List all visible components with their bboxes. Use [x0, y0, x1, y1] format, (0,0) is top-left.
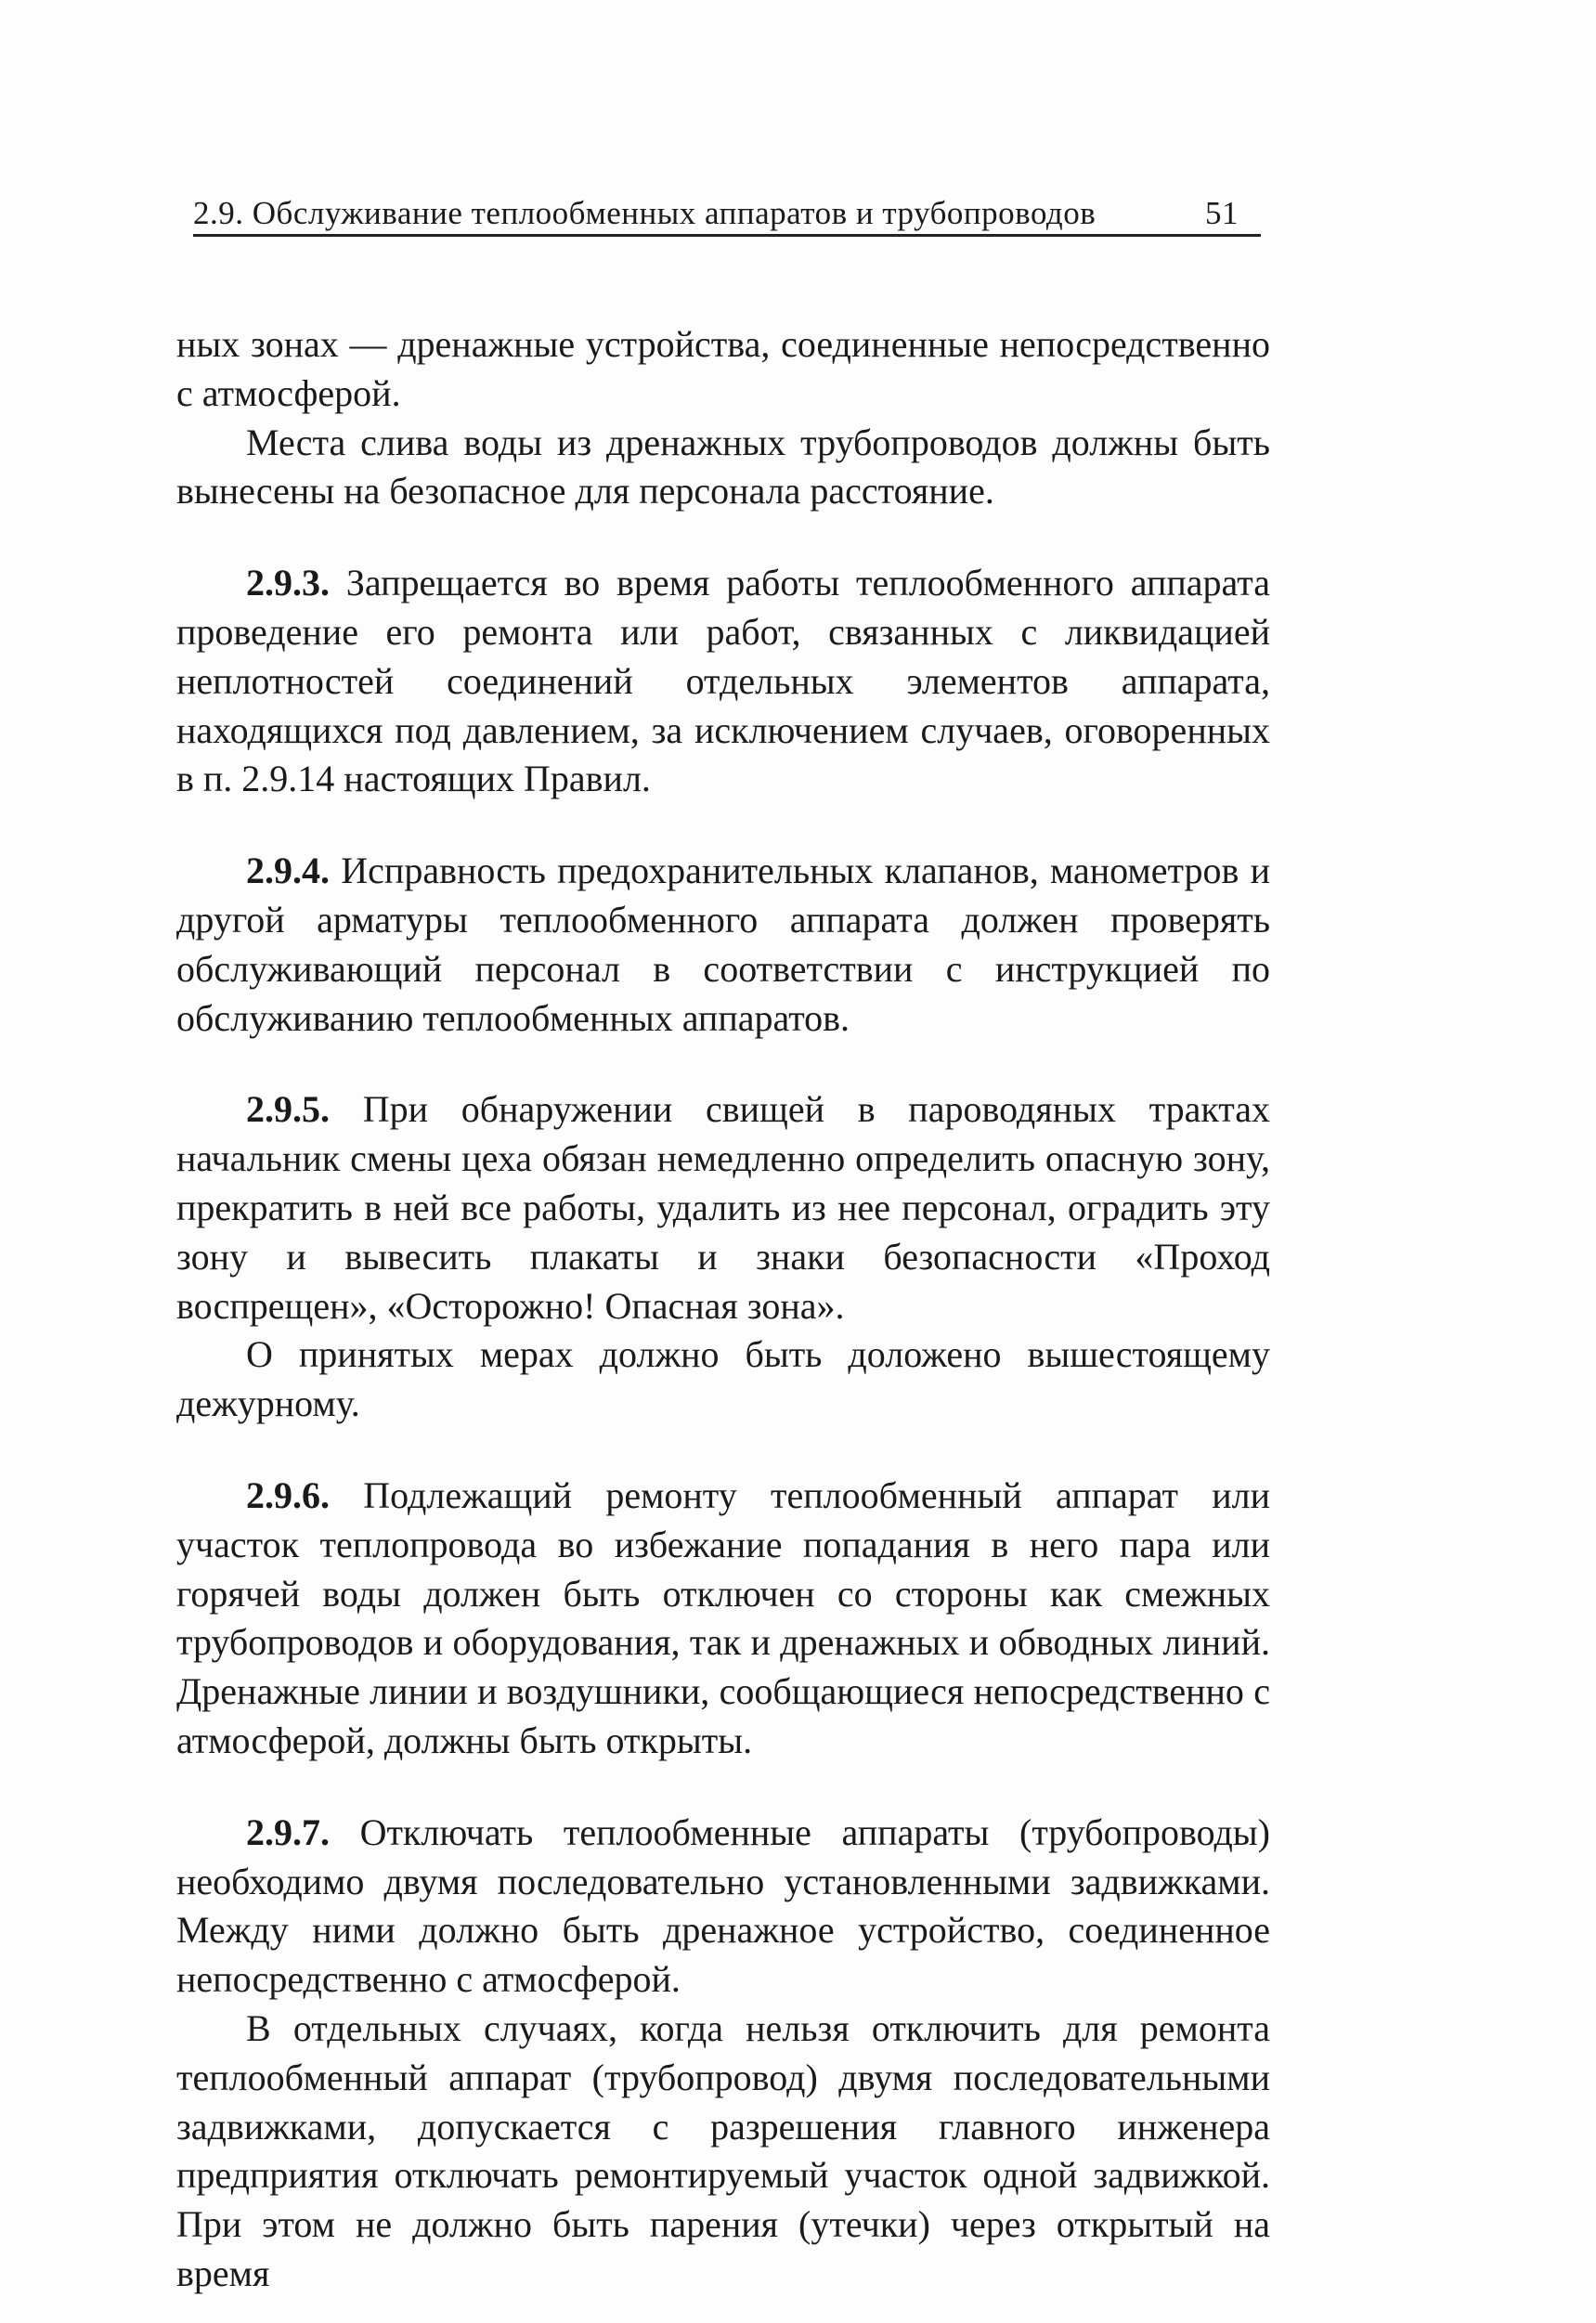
- paragraph: [176, 1330, 1270, 1429]
- paragraph: [176, 2005, 1270, 2299]
- paragraph-text: Исправность предохранительных клапанов, манометров и другой арматуры теплообменного аппарата должен проверять обслуживающий персонал в соответствии с инструкцией по обслуживанию теплообменных аппаратов.: [176, 850, 1270, 1039]
- clause-number: 2.9.7.: [246, 1810, 330, 1853]
- paragraph-text: ных зонах — дренажные устройства, соединенные непосредственно с атмосферой.: [176, 323, 1270, 414]
- clause-2-9-4: [176, 847, 1270, 1043]
- header-title: 2.9. Обслуживание теплообменных аппаратов и трубопроводов: [193, 195, 1096, 231]
- paragraph-text: Запрещается во время работы теплообменного аппарата проведение его ремонта или работ, связанных с ликвидацией неплотностей соединений отдельных элементов аппарата, находящихся под давлением, за исключением случаев, оговоренных в п. 2.9.14 настоящих Правил.: [176, 562, 1270, 800]
- clause-2-9-7: [176, 1809, 1270, 2005]
- body-text: [176, 320, 1270, 2299]
- paragraph-text: Подлежащий ремонту теплообменный аппарат или участок теплопровода во избежание попадания в него пара или горячей воды должен быть отключен со стороны как смежных трубопроводов и оборудования, так и дренажных и обводных линий. Дренажные линии и воздушники, сообщающиеся непосредственно с атмосферой, должны быть открыты.: [176, 1473, 1271, 1761]
- clause-2-9-5: [176, 1085, 1270, 1330]
- paragraph-continuation: [176, 320, 1270, 419]
- clause-number: 2.9.6.: [246, 1473, 330, 1516]
- clause-number: 2.9.3.: [246, 562, 330, 604]
- paragraph-text: О принятых мерах должно быть доложено вышестоящему дежурному.: [176, 1333, 1270, 1425]
- clause-2-9-6: [176, 1472, 1270, 1766]
- running-header: [193, 193, 1261, 237]
- paragraph-text: Отключать теплообменные аппараты (трубопроводы) необходимо двумя последовательно установленными задвижками. Между ними должно быть дренажное устройство, соединенное непосредственно с атмосферой.: [176, 1810, 1270, 2001]
- paragraph-text: Места слива воды из дренажных трубопроводов должны быть вынесены на безопасное для персонала расстояние.: [176, 421, 1270, 513]
- paragraph-text: В отдельных случаях, когда нельзя отключить для ремонта теплообменный аппарат (трубопровод) двумя последовательными задвижками, допускается с разрешения главного инженера предприятия отключать ремонтируемый участок одной задвижкой. При этом не должно быть парения (утечки) через открытый на время: [176, 2006, 1270, 2294]
- clause-number: 2.9.4.: [246, 850, 330, 892]
- clause-2-9-3: [176, 559, 1270, 804]
- paragraph-text: При обнаружении свищей в пароводяных трактах начальник смены цеха обязан немедленно определить опасную зону, прекратить в ней все работы, удалить из нее персонал, оградить эту зону и вывесить плакаты и знаки безопасности «Проход воспрещен», «Осторожно! Опасная зона».: [176, 1088, 1271, 1327]
- clause-number: 2.9.5.: [246, 1088, 330, 1131]
- paragraph: [176, 419, 1270, 517]
- page-number: 51: [1205, 195, 1239, 231]
